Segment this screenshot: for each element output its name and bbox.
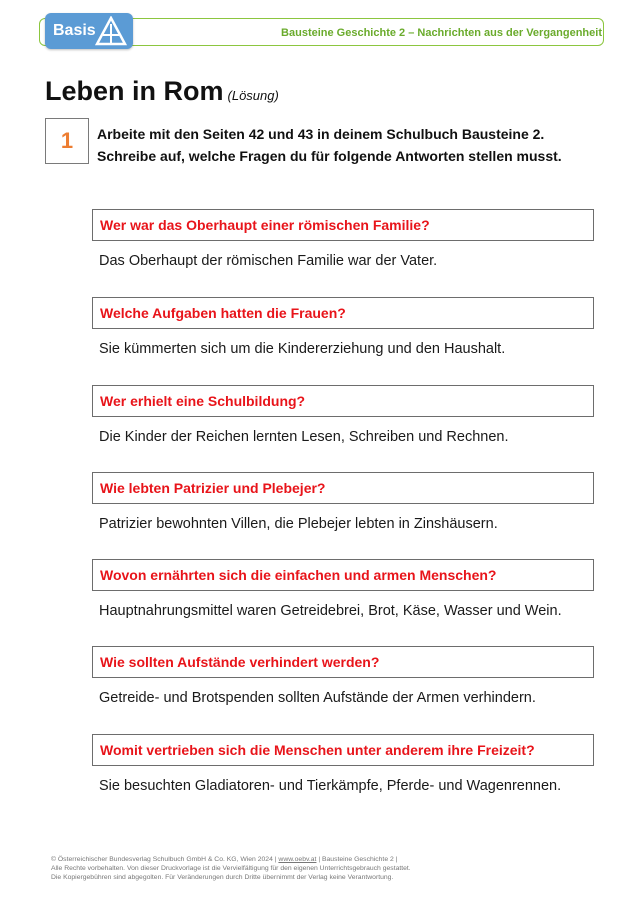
task-line: Arbeite mit den Seiten 42 und 43 in deinem Schulbuch Bausteine 2. (97, 126, 545, 142)
answer-text: Getreide- und Brotspenden sollten Aufstände der Armen verhindern. (99, 690, 536, 706)
task-line: Schreibe auf, welche Fragen du für folgende Antworten stellen musst. (97, 148, 562, 164)
question-box: Wer war das Oberhaupt einer römischen Familie? (92, 209, 594, 241)
answer-text: Die Kinder der Reichen lernten Lesen, Schreiben und Rechnen. (99, 429, 509, 445)
logo-text: Basis (53, 22, 96, 39)
question-box: Wie lebten Patrizier und Plebejer? (92, 472, 594, 504)
task-number: 1 (45, 118, 89, 164)
answer-text: Das Oberhaupt der römischen Familie war der Vater. (99, 253, 438, 269)
qa-item (92, 734, 594, 794)
question-box: Wovon ernährten sich die einfachen und armen Menschen? (92, 559, 594, 591)
qa-item (92, 472, 594, 532)
answer-text: Sie kümmerten sich um die Kindererziehung und den Haushalt. (99, 341, 506, 357)
question-box: Wie sollten Aufstände verhindert werden? (92, 646, 594, 678)
footer (51, 855, 611, 882)
footer-line: Die Kopiergebühren sind abgegolten. Für Veränderungen durch Dritte übernimmt der Verlag keine Verantwortung. (51, 874, 394, 881)
qa-item (92, 646, 594, 706)
basis-logo (45, 13, 133, 49)
footer-line (51, 855, 611, 864)
answer-text: Patrizier bewohnten Villen, die Plebejer lebten in Zinshäusern. (99, 516, 498, 532)
page-title (45, 76, 279, 107)
publisher-link[interactable]: www.oebv.at (278, 856, 317, 863)
question-box: Womit vertrieben sich die Menschen unter anderem ihre Freizeit? (92, 734, 594, 766)
qa-item (92, 209, 594, 269)
task-instructions (97, 123, 587, 167)
answer-text: Sie besuchten Gladiatoren- und Tierkämpfe, Pferde- und Wagenrennen. (99, 778, 562, 794)
question-box: Wer erhielt eine Schulbildung? (92, 385, 594, 417)
page-subtitle: (Lösung) (227, 88, 279, 103)
qa-item (92, 297, 594, 357)
triangle-logo-icon (95, 16, 127, 51)
answer-text: Hauptnahrungsmittel waren Getreidebrei, Brot, Käse, Wasser und Wein. (99, 603, 562, 619)
qa-item (92, 385, 594, 445)
footer-copyright: © Österreichischer Bundesverlag Schulbuch GmbH & Co. KG, Wien 2024 | (51, 856, 279, 863)
qa-item (92, 559, 594, 619)
question-box: Welche Aufgaben hatten die Frauen? (92, 297, 594, 329)
page-title-text: Leben in Rom (45, 76, 224, 106)
footer-line: Alle Rechte vorbehalten. Von dieser Druckvorlage ist die Vervielfältigung für den eigenen Unterrichtsgebrauch gestattet. (51, 865, 411, 872)
header-title: Bausteine Geschichte 2 – Nachrichten aus der Vergangenheit (281, 27, 602, 39)
footer-book: | Bausteine Geschichte 2 | (316, 856, 398, 863)
